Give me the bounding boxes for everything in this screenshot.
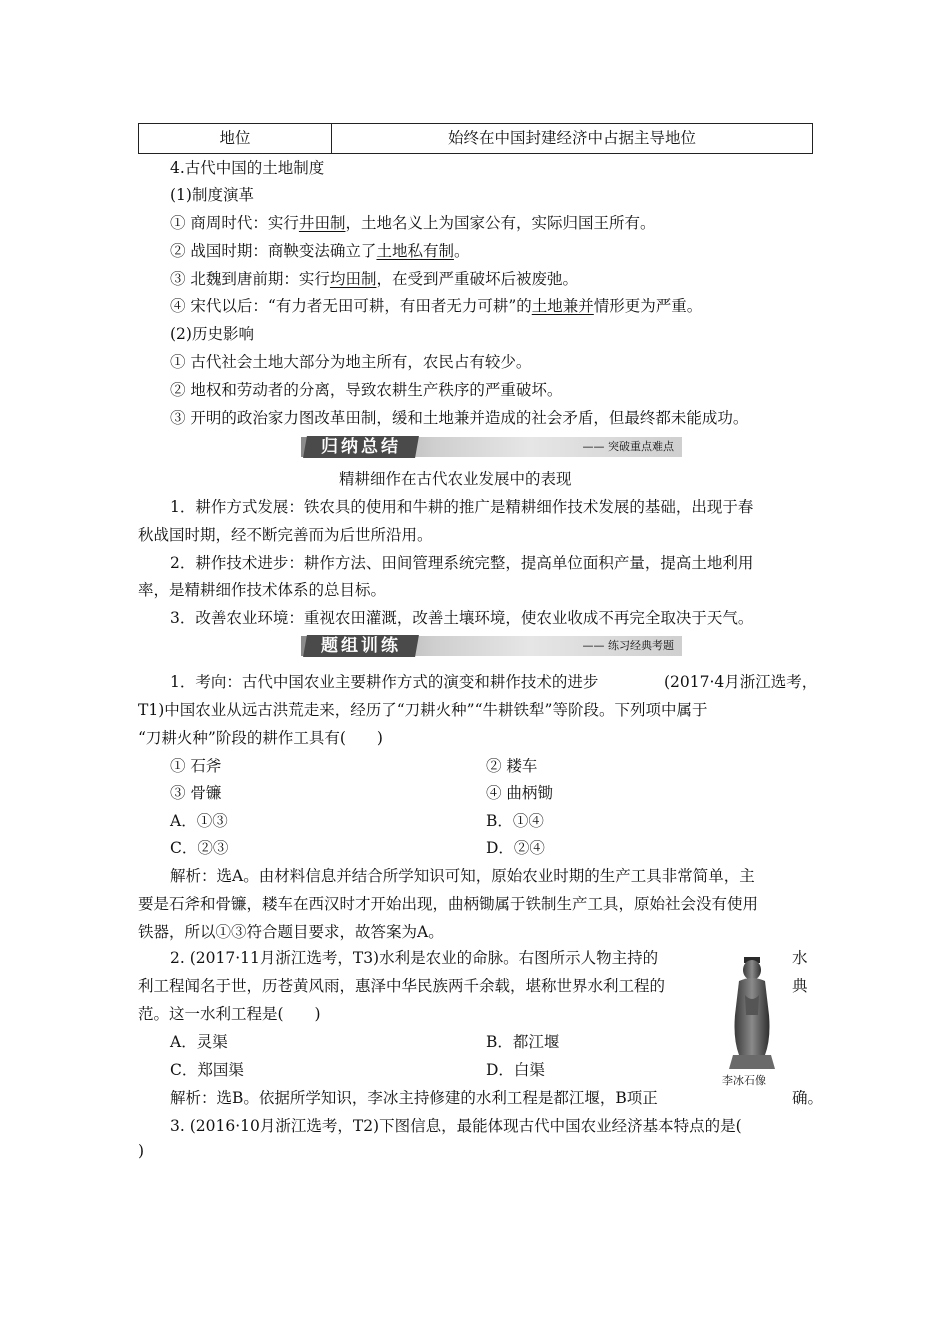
item-text: ③ 北魏到唐前期：实行: [170, 270, 330, 288]
banner-subtitle: —— 练习经典考题: [582, 639, 674, 652]
choice-a: A．灵渠: [170, 1033, 228, 1051]
choice-c: C．②③: [170, 839, 229, 857]
table-value-cell: 始终在中国封建经济中占据主导地位: [447, 129, 696, 147]
item-text: ，土地名义上为国家公有，实际归国王所有。: [345, 214, 656, 232]
item-text: 。: [453, 242, 470, 260]
subheading-evolution: (1)制度演革: [170, 186, 254, 204]
key-term: 均田制: [329, 270, 377, 288]
item-text: ② 战国时期：商鞅变法确立了: [170, 242, 377, 260]
banner-tag: [303, 635, 419, 657]
option-item: ② 耧车: [486, 757, 538, 775]
question-line: T1)中国农业从远古洪荒走来，经历了“刀耕火种”“牛耕铁犁”等阶段。下列项中属于: [138, 701, 708, 719]
section-heading: 4.古代中国的土地制度: [170, 159, 325, 177]
question-line-end: 典: [792, 977, 808, 995]
list-item: ① 古代社会土地大部分为地主所有，农民占有较少。: [170, 353, 532, 371]
subheading-impact: (2)历史影响: [170, 325, 254, 343]
question-source: (2017·4月浙江选考，: [664, 673, 818, 691]
question-line: 3. (2016·10月浙江选考，T2)下图信息，最能体现古代中国农业经济基本特点的是(: [170, 1117, 742, 1135]
paragraph-line: 1．耕作方式发展：铁农具的使用和牛耕的推广是精耕细作技术发展的基础，出现于春: [170, 498, 754, 516]
explanation-line: 要是石斧和骨镰，耧车在西汉时才开始出现，曲柄锄属于铁制生产工具，原始社会没有使用: [138, 895, 759, 913]
choice-d: D．②④: [486, 839, 545, 857]
status-table-row: [138, 123, 813, 154]
choice-d: D．白渠: [486, 1061, 545, 1079]
li-bing-statue-image: [725, 955, 779, 1070]
banner-tag: [303, 436, 419, 458]
question-line: 利工程闻名于世，历苍黄风雨，惠泽中华民族两千余载，堪称世界水利工程的: [138, 977, 666, 995]
list-item: [170, 294, 702, 316]
item-text: ④ 宋代以后：“有力者无田可耕，有田者无力可耕”的: [170, 297, 532, 315]
option-item: ① 石斧: [170, 757, 222, 775]
question-line: ): [138, 1142, 145, 1160]
option-item: ④ 曲柄锄: [486, 784, 553, 802]
paragraph-line: 3．改善农业环境：重视农田灌溉，改善土壤环境，使农业收成不再完全取决于天气。: [170, 609, 754, 627]
list-item: [170, 211, 655, 233]
choice-a: A．①③: [170, 812, 228, 830]
table-label-cell: 地位: [139, 124, 332, 153]
paragraph-line: 率，是精耕细作技术体系的总目标。: [138, 581, 387, 599]
list-item: [170, 239, 469, 261]
explanation-line: 铁器，所以①③符合题目要求，故答案为A。: [138, 923, 444, 941]
explanation-line: 解析：选B。依据所学知识，李冰主持修建的水利工程是都江堰，B项正: [170, 1089, 658, 1107]
key-term: 井田制: [298, 214, 346, 232]
question-line: 范。这一水利工程是( ): [138, 1005, 321, 1023]
item-text: ，在受到严重破坏后被废弛。: [376, 270, 578, 288]
banner-tag-text: 归纳总结: [321, 437, 401, 457]
image-caption: 李冰石像: [722, 1074, 766, 1087]
choice-b: B．①④: [486, 812, 544, 830]
section-banner-practice: [301, 636, 682, 656]
banner-subtitle: —— 突破重点难点: [582, 440, 674, 453]
key-term: 土地私有制: [376, 242, 454, 260]
key-term: 土地兼并: [531, 297, 594, 315]
list-item: ② 地权和劳动者的分离，导致农耕生产秩序的严重破坏。: [170, 381, 563, 399]
summary-title: 精耕细作在古代农业发展中的表现: [339, 470, 572, 488]
list-item: ③ 开明的政治家力图改革田制，缓和土地兼并造成的社会矛盾，但最终都未能成功。: [170, 409, 749, 427]
question-line-end: 水: [792, 949, 808, 967]
question-line: “刀耕火种”阶段的耕作工具有( ): [138, 729, 383, 747]
section-banner-summary: [301, 437, 682, 457]
item-text: 情形更为严重。: [593, 297, 703, 315]
banner-tag-text: 题组训练: [321, 636, 401, 656]
explanation-line: 解析：选A。由材料信息并结合所学知识可知，原始农业时期的生产工具非常简单，主: [170, 867, 755, 885]
question-line: 2. (2017·11月浙江选考，T3)水利是农业的命脉。右图所示人物主持的: [170, 949, 659, 967]
question-line: 1．考向：古代中国农业主要耕作方式的演变和耕作技术的进步: [170, 673, 599, 691]
choice-b: B．都江堰: [486, 1033, 560, 1051]
item-text: ① 商周时代：实行: [170, 214, 299, 232]
paragraph-line: 秋战国时期，经不断完善而为后世所沿用。: [138, 526, 433, 544]
option-item: ③ 骨镰: [170, 784, 222, 802]
choice-c: C．郑国渠: [170, 1061, 244, 1079]
paragraph-line: 2．耕作技术进步：耕作方法、田间管理系统完整，提高单位面积产量，提高土地利用: [170, 554, 754, 572]
explanation-line-end: 确。: [792, 1089, 824, 1107]
list-item: [170, 267, 578, 289]
